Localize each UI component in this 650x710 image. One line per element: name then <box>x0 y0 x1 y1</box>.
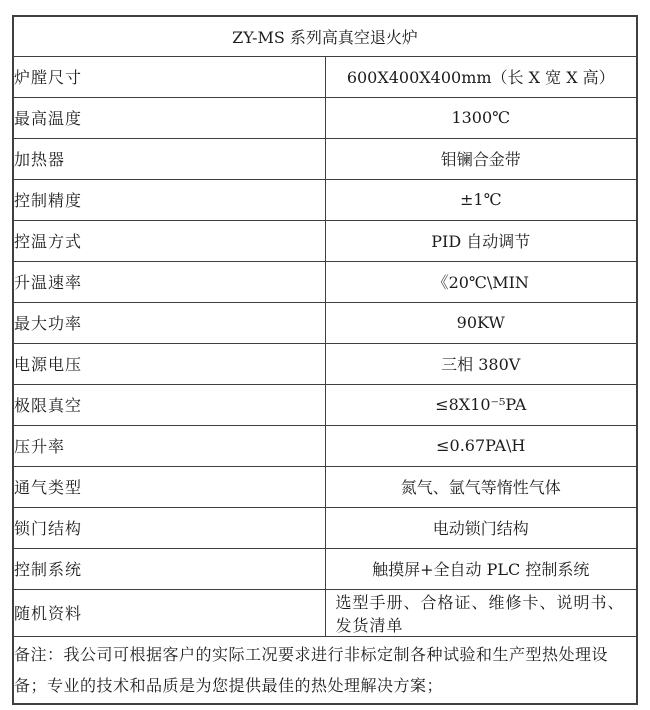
spec-label: 通气类型 <box>13 466 325 507</box>
note-text: 备注：我公司可根据客户的实际工况要求进行非标定制各种试验和生产型热处理设备；专业的技术和品质是为您提供最佳的热处理解决方案； <box>13 636 637 704</box>
table-title-row <box>13 16 637 56</box>
spec-label: 加热器 <box>13 138 325 179</box>
table-title: ZY-MS 系列高真空退火炉 <box>13 16 637 56</box>
spec-label: 锁门结构 <box>13 507 325 548</box>
spec-value: 90KW <box>325 302 637 343</box>
spec-row-temp-control-mode <box>13 220 637 261</box>
spec-table <box>12 15 638 705</box>
spec-value: ≤8X10⁻⁵PA <box>325 384 637 425</box>
spec-row-max-temperature <box>13 97 637 138</box>
spec-value: 钼镧合金带 <box>325 138 637 179</box>
spec-value: 《20℃\MIN <box>325 261 637 302</box>
spec-label: 随机资料 <box>13 589 325 636</box>
spec-row-control-accuracy <box>13 179 637 220</box>
spec-row-pressure-rise-rate <box>13 425 637 466</box>
spec-value: 三相 380V <box>325 343 637 384</box>
spec-row-ultimate-vacuum <box>13 384 637 425</box>
spec-label: 炉膛尺寸 <box>13 56 325 97</box>
spec-row-heating-rate <box>13 261 637 302</box>
spec-label: 电源电压 <box>13 343 325 384</box>
spec-label: 最高温度 <box>13 97 325 138</box>
spec-row-gas-type <box>13 466 637 507</box>
spec-value: 触摸屏+全自动 PLC 控制系统 <box>325 548 637 589</box>
spec-value: 选型手册、合格证、维修卡、说明书、发货清单 <box>325 589 637 636</box>
spec-label: 压升率 <box>13 425 325 466</box>
spec-row-door-lock <box>13 507 637 548</box>
spec-label: 极限真空 <box>13 384 325 425</box>
spec-label: 控温方式 <box>13 220 325 261</box>
spec-value: ≤0.67PA\H <box>325 425 637 466</box>
spec-value: 氮气、氩气等惰性气体 <box>325 466 637 507</box>
spec-row-chamber-size <box>13 56 637 97</box>
spec-row-control-system <box>13 548 637 589</box>
spec-value: PID 自动调节 <box>325 220 637 261</box>
spec-value: ±1℃ <box>325 179 637 220</box>
spec-value: 电动锁门结构 <box>325 507 637 548</box>
spec-row-supply-voltage <box>13 343 637 384</box>
spec-value: 600X400X400mm（长 X 宽 X 高） <box>325 56 637 97</box>
spec-label: 最大功率 <box>13 302 325 343</box>
spec-row-included-documents <box>13 589 637 636</box>
spec-label: 升温速率 <box>13 261 325 302</box>
spec-row-max-power <box>13 302 637 343</box>
spec-value: 1300℃ <box>325 97 637 138</box>
spec-row-heater <box>13 138 637 179</box>
spec-label: 控制精度 <box>13 179 325 220</box>
spec-label: 控制系统 <box>13 548 325 589</box>
note-row <box>13 636 637 704</box>
